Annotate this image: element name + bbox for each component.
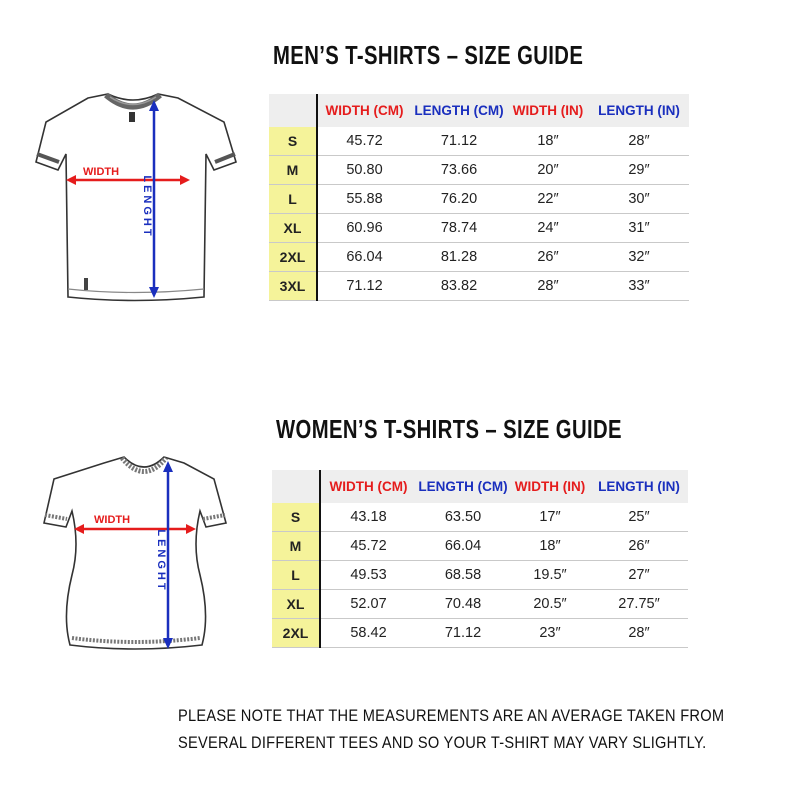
table-cell: 20″ — [507, 156, 589, 185]
table-row — [269, 127, 689, 156]
table-cell: 25″ — [590, 503, 688, 532]
header-width-cm: WIDTH (CM) — [320, 470, 416, 503]
header-length-cm: LENGTH (CM) — [416, 470, 510, 503]
table-row — [269, 272, 689, 301]
size-cell: XL — [269, 214, 317, 243]
table-cell: 50.80 — [317, 156, 411, 185]
measurement-note-line-1: PLEASE NOTE THAT THE MEASUREMENTS ARE AN AVERAGE TAKEN FROM — [178, 706, 725, 725]
table-cell: 52.07 — [320, 590, 416, 619]
size-cell: 3XL — [269, 272, 317, 301]
table-cell: 33″ — [589, 272, 689, 301]
table-cell: 26″ — [590, 532, 688, 561]
table-cell: 20.5″ — [510, 590, 590, 619]
table-cell: 45.72 — [320, 532, 416, 561]
table-row — [269, 185, 689, 214]
table-cell: 76.20 — [411, 185, 507, 214]
header-width-in: WIDTH (IN) — [510, 470, 590, 503]
table-cell: 60.96 — [317, 214, 411, 243]
corner-cell — [272, 470, 320, 503]
size-cell: M — [269, 156, 317, 185]
size-cell: S — [272, 503, 320, 532]
table-row — [272, 590, 688, 619]
women-size-table — [272, 470, 688, 648]
header-length-in: LENGTH (IN) — [589, 94, 689, 127]
table-row — [269, 214, 689, 243]
table-cell: 27″ — [590, 561, 688, 590]
size-cell: M — [272, 532, 320, 561]
table-cell: 71.12 — [317, 272, 411, 301]
table-cell: 66.04 — [317, 243, 411, 272]
header-length-in: LENGTH (IN) — [590, 470, 688, 503]
mens-tshirt-diagram — [28, 92, 238, 307]
table-cell: 18″ — [510, 532, 590, 561]
svg-text:LENGHT: LENGHT — [141, 175, 153, 239]
size-cell: XL — [272, 590, 320, 619]
table-cell: 78.74 — [411, 214, 507, 243]
table-row — [272, 503, 688, 532]
width-label: WIDTH — [83, 166, 120, 178]
men-size-table — [269, 94, 689, 301]
table-cell: 22″ — [507, 185, 589, 214]
size-cell: L — [269, 185, 317, 214]
table-cell: 45.72 — [317, 127, 411, 156]
size-cell: 2XL — [269, 243, 317, 272]
size-cell: S — [269, 127, 317, 156]
women-size-guide-title: WOMEN’S T-SHIRTS – SIZE GUIDE — [276, 414, 622, 444]
table-row — [272, 532, 688, 561]
corner-cell — [269, 94, 317, 127]
table-cell: 28″ — [589, 127, 689, 156]
length-label — [155, 529, 167, 592]
table-cell: 70.48 — [416, 590, 510, 619]
header-width-in: WIDTH (IN) — [507, 94, 589, 127]
table-cell: 17″ — [510, 503, 590, 532]
header-width-cm: WIDTH (CM) — [317, 94, 411, 127]
table-cell: 26″ — [507, 243, 589, 272]
size-cell: L — [272, 561, 320, 590]
table-cell: 63.50 — [416, 503, 510, 532]
table-cell: 55.88 — [317, 185, 411, 214]
table-cell: 24″ — [507, 214, 589, 243]
table-cell: 81.28 — [411, 243, 507, 272]
table-header-row — [269, 94, 689, 127]
table-row — [272, 619, 688, 648]
table-cell: 83.82 — [411, 272, 507, 301]
table-cell: 43.18 — [320, 503, 416, 532]
table-header-row — [272, 470, 688, 503]
table-cell: 23″ — [510, 619, 590, 648]
table-cell: 32″ — [589, 243, 689, 272]
men-size-guide-title: MEN’S T-SHIRTS – SIZE GUIDE — [273, 40, 584, 70]
table-cell: 73.66 — [411, 156, 507, 185]
width-label: WIDTH — [94, 514, 131, 526]
table-cell: 28″ — [590, 619, 688, 648]
measurement-note-line-2: SEVERAL DIFFERENT TEES AND SO YOUR T-SHIRT MAY VARY SLIGHTLY. — [178, 733, 707, 752]
table-row — [272, 561, 688, 590]
table-cell: 68.58 — [416, 561, 510, 590]
womens-tshirt-diagram — [34, 455, 234, 657]
table-cell: 31″ — [589, 214, 689, 243]
table-cell: 19.5″ — [510, 561, 590, 590]
svg-text:LENGHT: LENGHT — [155, 529, 167, 593]
table-row — [269, 243, 689, 272]
table-cell: 58.42 — [320, 619, 416, 648]
table-row — [269, 156, 689, 185]
size-cell: 2XL — [272, 619, 320, 648]
table-cell: 30″ — [589, 185, 689, 214]
table-cell: 49.53 — [320, 561, 416, 590]
table-cell: 71.12 — [411, 127, 507, 156]
table-cell: 18″ — [507, 127, 589, 156]
table-cell: 66.04 — [416, 532, 510, 561]
table-cell: 28″ — [507, 272, 589, 301]
table-cell: 71.12 — [416, 619, 510, 648]
table-cell: 27.75″ — [590, 590, 688, 619]
header-length-cm: LENGTH (CM) — [411, 94, 507, 127]
length-label — [141, 175, 153, 238]
table-cell: 29″ — [589, 156, 689, 185]
